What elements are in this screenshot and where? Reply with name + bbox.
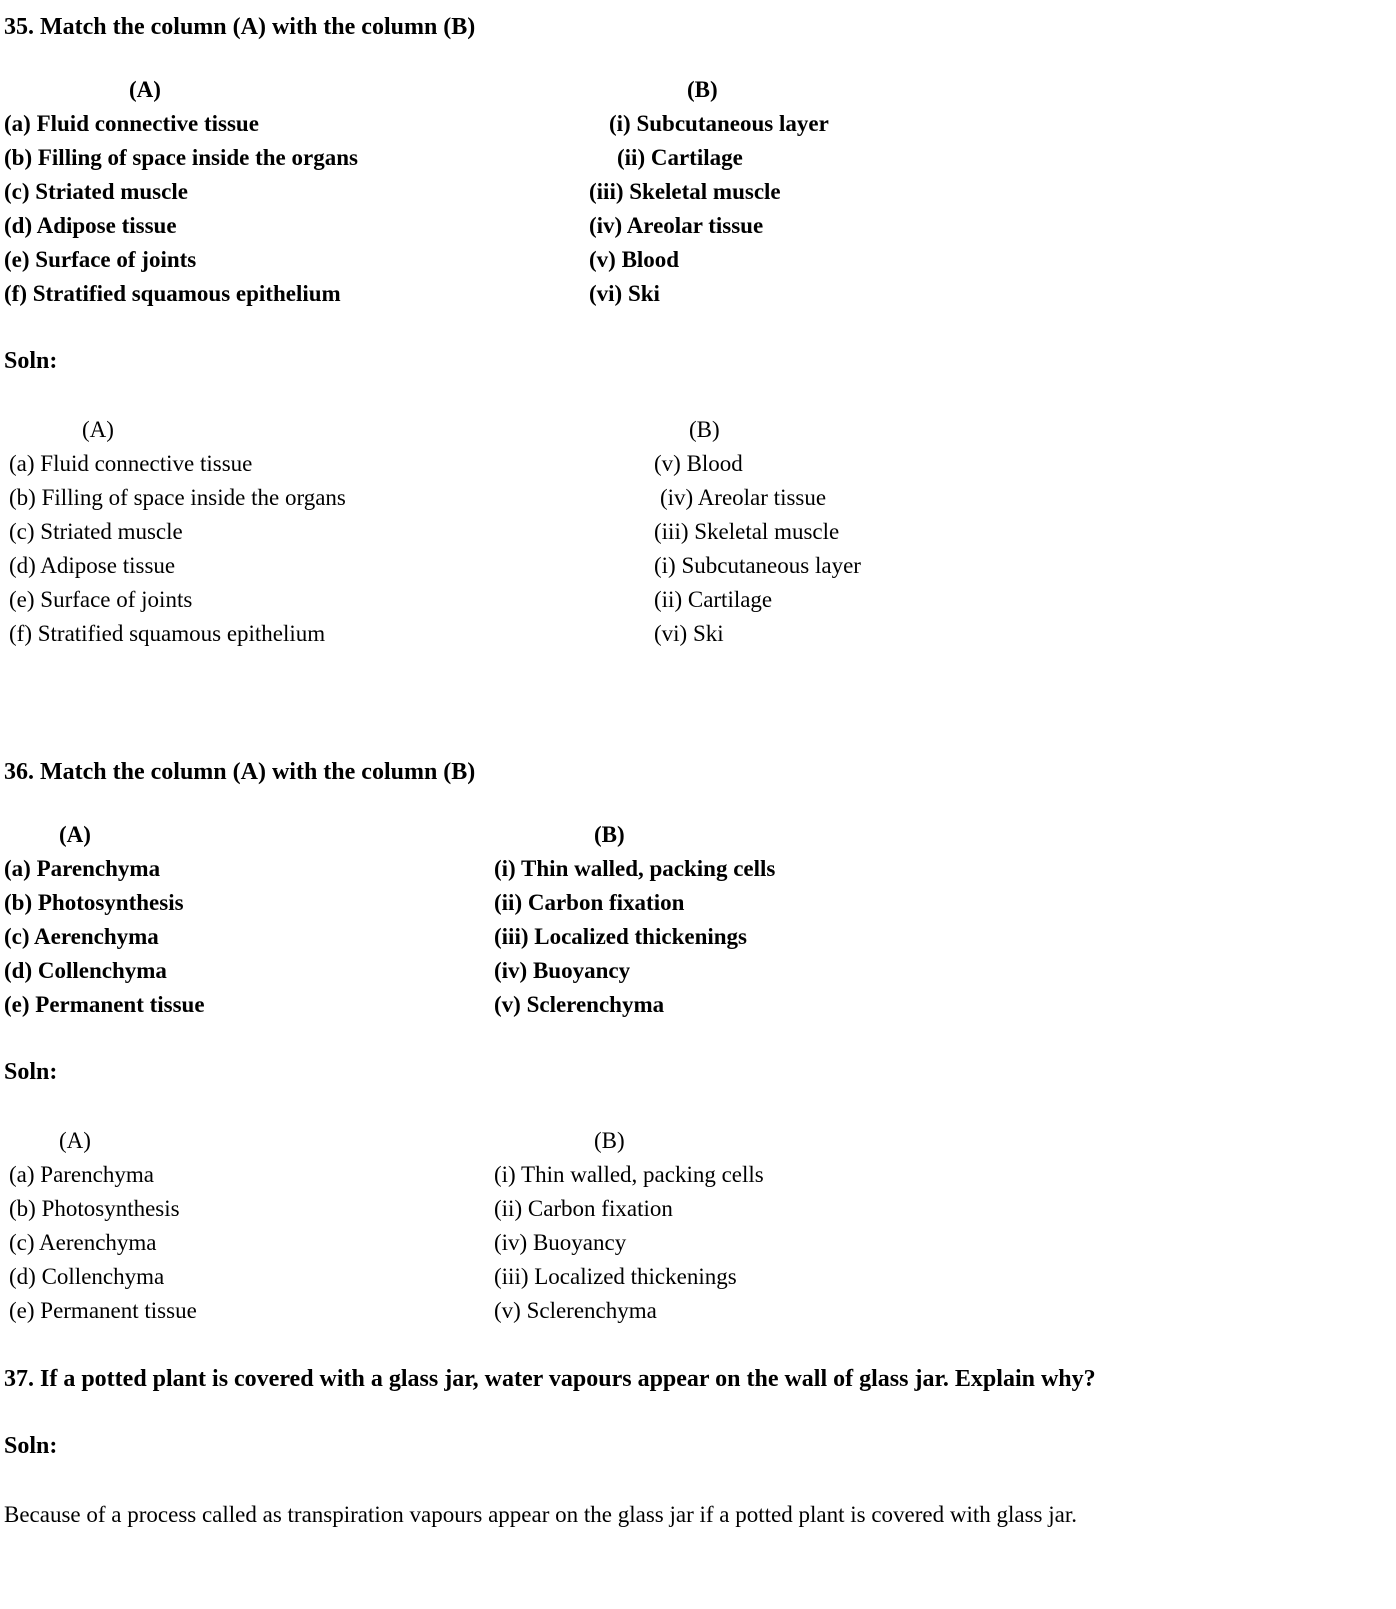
- match-cell-a: (c) Striated muscle: [4, 179, 188, 204]
- column-b-header: (B): [594, 1128, 625, 1153]
- match-cell-b: (ii) Cartilage: [617, 145, 743, 170]
- question-35-match-table: [4, 73, 1390, 311]
- match-cell-a: (b) Filling of space inside the organs: [4, 145, 358, 170]
- column-b-header: (B): [689, 417, 720, 442]
- match-cell-a: (b) Filling of space inside the organs: [9, 485, 346, 510]
- match-cell-b: (v) Blood: [589, 247, 680, 272]
- question-36-title: 36. Match the column (A) with the column (B): [4, 759, 476, 785]
- match-cell-b: (i) Thin walled, packing cells: [494, 1162, 764, 1187]
- match-cell-b: (iii) Skeletal muscle: [589, 179, 781, 204]
- match-cell-a: (d) Collenchyma: [9, 1264, 165, 1289]
- question-35-title: 35. Match the column (A) with the column (B): [4, 14, 476, 40]
- column-a-header: (A): [129, 77, 161, 102]
- match-cell-a: (b) Photosynthesis: [9, 1196, 180, 1221]
- column-a-header: (A): [59, 822, 91, 847]
- match-cell-a: (d) Adipose tissue: [4, 213, 177, 238]
- match-cell-a: (b) Photosynthesis: [4, 890, 184, 915]
- question-36-soln-label: Soln:: [4, 1059, 58, 1085]
- match-cell-b: (iii) Localized thickenings: [494, 924, 747, 949]
- match-cell-a: (f) Stratified squamous epithelium: [9, 621, 326, 646]
- match-cell-a: (e) Surface of joints: [9, 587, 193, 612]
- match-cell-a: (c) Aerenchyma: [4, 924, 159, 949]
- question-35-soln-label: Soln:: [4, 348, 58, 374]
- match-cell-b: (vi) Ski: [589, 281, 660, 306]
- match-cell-a: (e) Permanent tissue: [9, 1298, 197, 1323]
- match-cell-b: (iv) Buoyancy: [494, 1230, 627, 1255]
- match-cell-b: (v) Sclerenchyma: [494, 1298, 657, 1323]
- question-36-section: [4, 755, 1390, 1328]
- column-b-header: (B): [594, 822, 625, 847]
- match-cell-a: (a) Parenchyma: [9, 1162, 154, 1187]
- match-cell-b: (v) Blood: [654, 451, 743, 476]
- match-cell-b: (iii) Skeletal muscle: [654, 519, 840, 544]
- match-cell-b: (ii) Carbon fixation: [494, 890, 685, 915]
- match-cell-a: (d) Adipose tissue: [9, 553, 176, 578]
- question-37-soln-label: Soln:: [4, 1433, 58, 1459]
- match-cell-a: (d) Collenchyma: [4, 958, 167, 983]
- match-cell-b: (iv) Buoyancy: [494, 958, 631, 983]
- question-37-section: [4, 1362, 1390, 1532]
- match-cell-a: (f) Stratified squamous epithelium: [4, 281, 341, 306]
- column-a-header: (A): [59, 1128, 91, 1153]
- match-cell-b: (ii) Cartilage: [654, 587, 773, 612]
- match-cell-b: (iii) Localized thickenings: [494, 1264, 737, 1289]
- match-cell-b: (i) Subcutaneous layer: [609, 111, 829, 136]
- match-cell-b: (i) Thin walled, packing cells: [494, 856, 776, 881]
- match-cell-a: (a) Fluid connective tissue: [4, 111, 259, 136]
- match-cell-b: (iv) Areolar tissue: [589, 213, 764, 238]
- column-b-header: (B): [687, 77, 718, 102]
- match-cell-a: (c) Striated muscle: [9, 519, 183, 544]
- match-cell-b: (i) Subcutaneous layer: [654, 553, 861, 578]
- question-37-title: 37. If a potted plant is covered with a glass jar, water vapours appear on the wall of glass jar. Explain why?: [4, 1366, 1096, 1392]
- question-37-answer: Because of a process called as transpiration vapours appear on the glass jar if a potted plant is covered with glass jar.: [4, 1502, 1077, 1527]
- match-cell-a: (a) Parenchyma: [4, 856, 161, 881]
- match-cell-a: (a) Fluid connective tissue: [9, 451, 253, 476]
- match-cell-a: (e) Surface of joints: [4, 247, 197, 272]
- match-cell-b: (v) Sclerenchyma: [494, 992, 665, 1017]
- match-cell-a: (c) Aerenchyma: [9, 1230, 157, 1255]
- match-cell-b: (ii) Carbon fixation: [494, 1196, 673, 1221]
- match-cell-b: (vi) Ski: [654, 621, 724, 646]
- column-a-header: (A): [82, 417, 114, 442]
- match-cell-a: (e) Permanent tissue: [4, 992, 205, 1017]
- question-35-solution-table: [4, 413, 1390, 651]
- match-cell-b: (iv) Areolar tissue: [660, 485, 827, 510]
- question-35-section: [4, 10, 1390, 651]
- question-36-match-table: [4, 818, 1390, 1022]
- question-36-solution-table: [4, 1124, 1390, 1328]
